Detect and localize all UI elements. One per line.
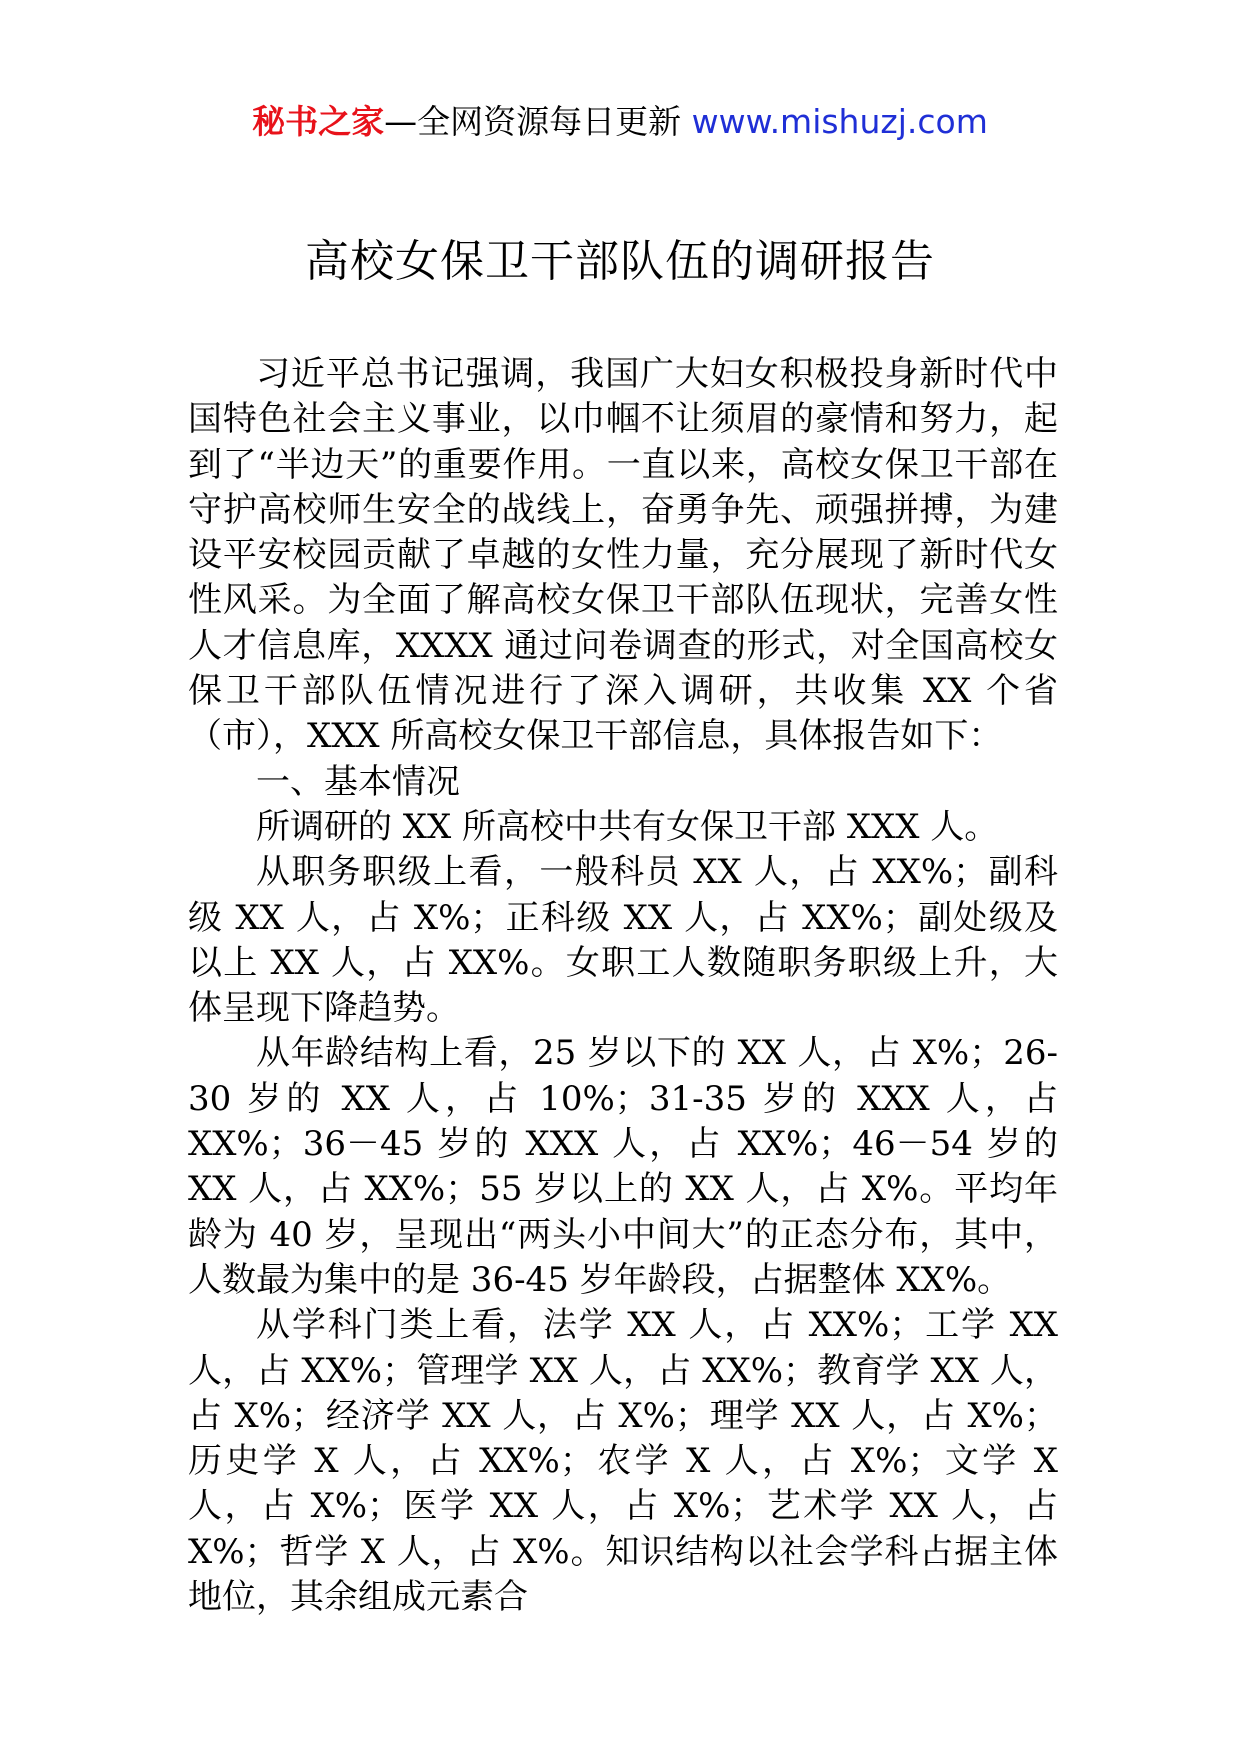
site-slogan: —全网资源每日更新 bbox=[384, 102, 692, 141]
document-title: 高校女保卫干部队伍的调研报告 bbox=[305, 236, 935, 287]
site-header bbox=[0, 98, 1240, 146]
paragraph-discipline: 从学科门类上看，法学 XX 人，占 XX%；工学 XX 人，占 XX%；管理学 XX 人，占 XX%；教育学 XX 人，占 X%；经济学 XX 人，占 X%；理学 XX 人，占 X%；历史学 X 人，占 XX%；农学 X 人，占 X%；文学 X 人，占 X%；医学 XX 人，占 X%；艺术学 XX 人，占 X%；哲学 X 人，占 X%。知识结构以社会学科占据主体地位，其余组成元素合 bbox=[188, 1305, 1058, 1618]
document-body bbox=[188, 352, 1058, 1620]
paragraph-intro: 习近平总书记强调，我国广大妇女积极投身新时代中国特色社会主义事业，以巾帼不让须眉的豪情和努力，起到了“半边天”的重要作用。一直以来，高校女保卫干部在守护高校师生安全的战线上，奋勇争先、顽强拼搏，为建设平安校园贡献了卓越的女性力量，充分展现了新时代女性风采。为全面了解高校女保卫干部队伍现状，完善女性人才信息库，XXXX 通过问卷调查的形式，对全国高校女保卫干部队伍情况进行了深入调研，共收集 XX 个省（市），XXX 所高校女保卫干部信息，具体报告如下： bbox=[188, 354, 1058, 757]
paragraph-age: 从年龄结构上看，25 岁以下的 XX 人，占 X%；26-30 岁的 XX 人，占 10%；31-35 岁的 XXX 人，占 XX%；36－45 岁的 XXX 人，占 XX%；46－54 岁的 XX 人，占 XX%；55 岁以上的 XX 人，占 X%。平均年龄为 40 岁，呈现出“两头小中间大”的正态分布，其中，人数最为集中的是 36-45 岁年龄段，占据整体 XX%。 bbox=[188, 1033, 1058, 1300]
paragraph-rank: 从职务职级上看，一般科员 XX 人，占 XX%；副科级 XX 人，占 X%；正科级 XX 人，占 XX%；副处级及以上 XX 人，占 XX%。女职工人数随职务职级上升，大体呈现下降趋势。 bbox=[188, 852, 1058, 1029]
site-brand: 秘书之家 bbox=[252, 102, 385, 141]
site-url-link[interactable]: www.mishuzj.com bbox=[691, 102, 988, 141]
paragraph-total: 所调研的 XX 所高校中共有女保卫干部 XXX 人。 bbox=[256, 806, 999, 847]
section-heading-basic-situation: 一、基本情况 bbox=[256, 761, 460, 802]
